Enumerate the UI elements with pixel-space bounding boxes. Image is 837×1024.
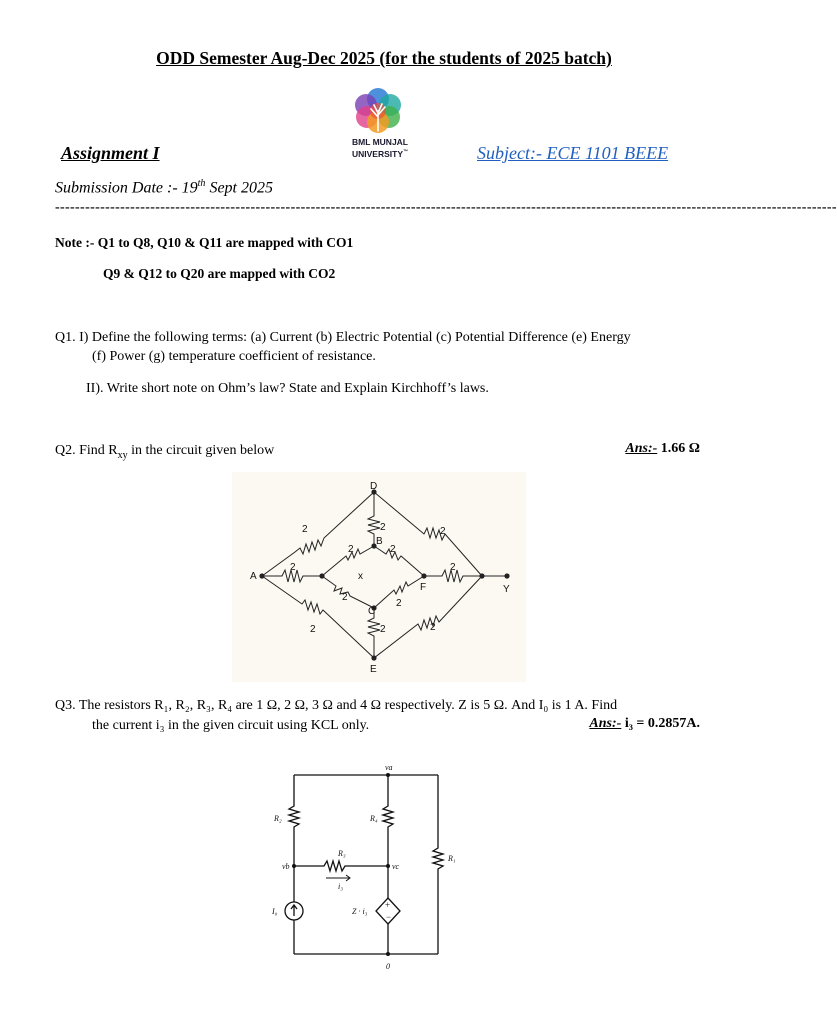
university-logo (352, 85, 404, 137)
resistor-value: 2 (390, 544, 396, 555)
resistor-value: 2 (440, 526, 446, 537)
q2-prefix: Q2. Find R (55, 443, 118, 458)
label-r4: R₄ (370, 814, 378, 823)
node-label-y: Y (503, 584, 510, 595)
university-line1: BML MUNJAL (351, 137, 409, 147)
q3-answer (589, 716, 700, 732)
label-z: Z · i₃ (352, 907, 368, 916)
assignment-title: Assignment I (61, 143, 160, 163)
node-ground: 0 (386, 962, 390, 971)
label-i0: I₀ (272, 907, 278, 916)
trademark: ™ (403, 149, 408, 155)
resistor-value: 2 (310, 624, 316, 635)
q3-line2: the current i₃ in the given circuit using KCL only. (92, 718, 370, 733)
separator-line: ------------------------------------------------------------------------------------------------------------------------------------------------------------ (55, 200, 837, 215)
label-r3: R₃ (338, 849, 346, 858)
label-r1: R₁ (448, 854, 456, 863)
q1-line3: II). Write short note on Ohm’s law? State and Explain Kirchhoff’s laws. (86, 381, 489, 396)
node-label-b: B (376, 536, 383, 547)
node-label-f: F (420, 582, 427, 593)
node-label-e: E (370, 664, 377, 675)
node-vb: vb (282, 862, 290, 871)
submission-sup: th (197, 178, 206, 189)
q2-ans-label: Ans:- (625, 441, 658, 456)
node-label-d: D (370, 481, 378, 492)
q2-circuit-diagram (232, 472, 526, 682)
label-i3: i₃ (338, 882, 344, 891)
note-line2: Q9 & Q12 to Q20 are mapped with CO2 (103, 266, 336, 281)
submission-suffix: Sept 2025 (205, 179, 273, 197)
resistor-value: 2 (290, 562, 296, 573)
subject-link[interactable]: Subject:- ECE 1101 BEEE (477, 143, 669, 163)
university-line2: UNIVERSITY (351, 148, 403, 159)
resistor-value: 2 (430, 622, 436, 633)
q3-ans-value: i₃ = 0.2857A. (621, 716, 700, 731)
q3-line1: Q3. The resistors R₁, R₂, R₃, R₄ are 1 Ω, 2 Ω, 3 Ω and 4 Ω respectively. Z is 5 Ω. And I₀ is 1 A. Find (55, 698, 618, 713)
resistor-value: 2 (396, 598, 402, 609)
resistor-value: 2 (342, 592, 348, 603)
q2-sub: xy (117, 449, 128, 461)
resistor-value: 2 (450, 562, 456, 573)
minus-sign: − (386, 912, 392, 922)
q1-line2: (f) Power (g) temperature coefficient of resistance. (92, 349, 376, 364)
node-label-c: C (368, 606, 376, 617)
q1-line1: Q1. I) Define the following terms: (a) Current (b) Electric Potential (c) Potential Difference (e) Energy (55, 330, 631, 345)
resistor-value: 2 (380, 624, 386, 635)
q2-answer (625, 441, 700, 457)
node-label-a: A (250, 571, 257, 582)
node-va: va (385, 763, 393, 772)
label-r2: R₂ (274, 814, 282, 823)
submission-prefix: Submission Date :- 19 (55, 179, 198, 197)
q2-suffix: in the circuit given below (127, 443, 275, 458)
submission-date (55, 178, 273, 197)
q3-ans-label: Ans:- (589, 716, 622, 731)
resistor-value: 2 (380, 522, 386, 533)
node-vc: vc (392, 862, 400, 871)
plus-sign: + (385, 900, 391, 910)
note-line1: Note :- Q1 to Q8, Q10 & Q11 are mapped with CO1 (55, 235, 354, 250)
node-label-x: x (358, 571, 363, 582)
q2-text (55, 441, 274, 465)
university-name (330, 137, 430, 159)
document-title: ODD Semester Aug-Dec 2025 (for the students of 2025 batch) (156, 48, 612, 68)
resistor-value: 2 (348, 544, 354, 555)
q2-ans-value: 1.66 Ω (657, 441, 700, 456)
resistor-value: 2 (302, 524, 308, 535)
q3-circuit-diagram (262, 758, 462, 976)
